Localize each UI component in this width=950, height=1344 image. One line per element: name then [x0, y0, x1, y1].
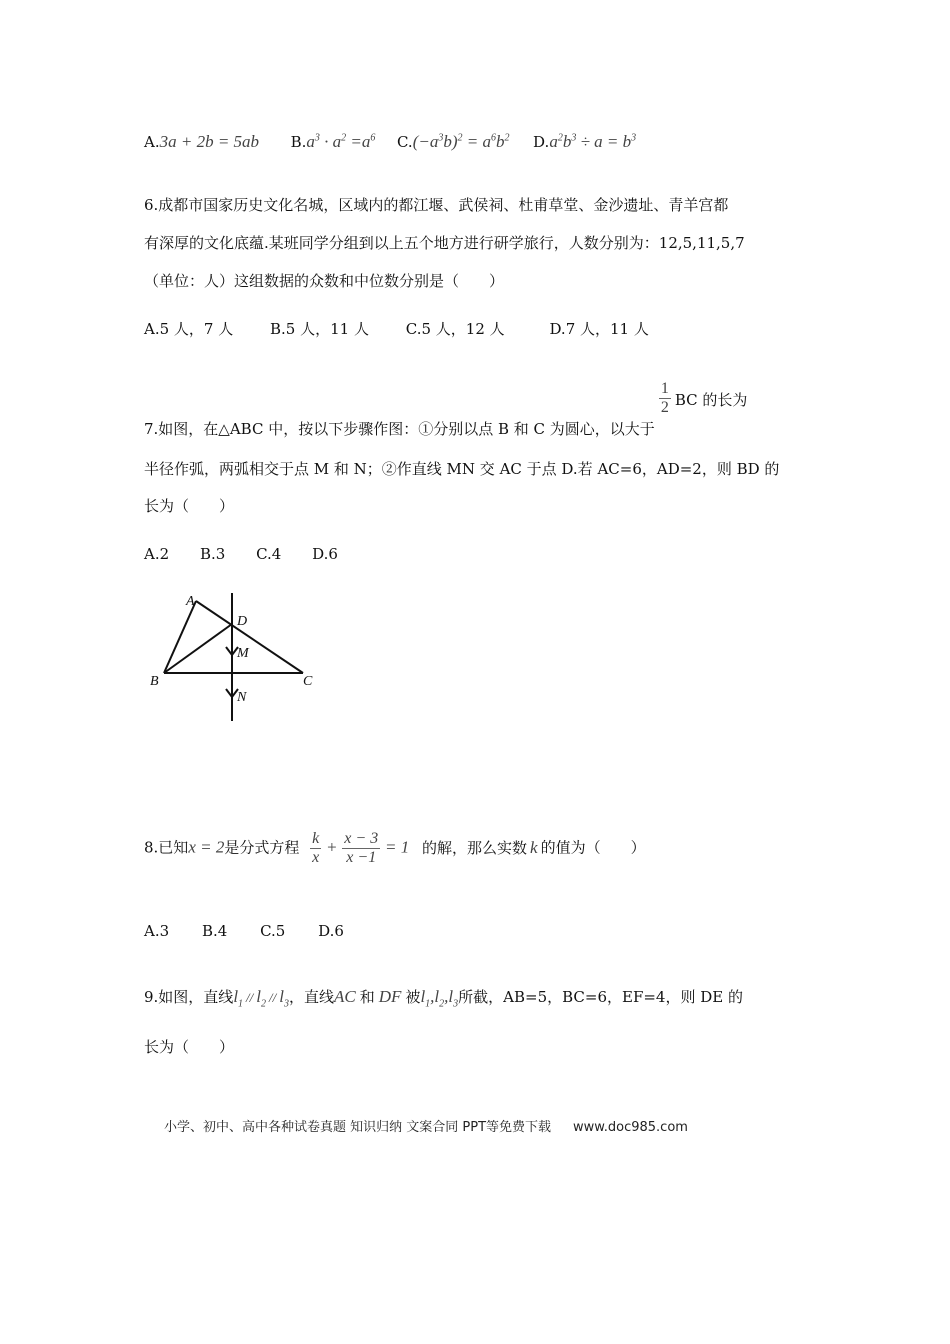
q5-options — [144, 132, 636, 152]
q8-mid-text: 是分式方程 — [224, 838, 300, 857]
q7-option-a: A.2 — [144, 545, 170, 563]
q7-line-1-text: 7.如图，在△ABC 中，按以下步骤作图：①分别以点 B 和 C 为圆心，以大于 — [144, 419, 655, 438]
q7-line-3: 长为（ ） — [144, 497, 235, 515]
q8-frac1-num: k — [312, 830, 320, 847]
q8-frac2-den: x −1 — [346, 849, 377, 866]
q6-option-c: C.5 人，12 人 — [405, 320, 505, 338]
q8-frac2-num: x − 3 — [344, 830, 379, 847]
q9-bei: 被 — [405, 988, 421, 1006]
q5-option-c-label: C. — [396, 133, 413, 151]
q8-k: k — [530, 837, 538, 857]
q7-line-1 — [144, 380, 748, 438]
q9-parallel-1: // — [246, 990, 254, 1005]
q9-prefix: 9.如图，直线 — [144, 988, 234, 1006]
q8-plus: + — [326, 837, 338, 857]
q6-line-1: 6.成都市国家历史文化名城，区域内的都江堰、武侯祠、杜甫草堂、金沙遗址、青羊宫都 — [144, 196, 729, 214]
page-footer — [164, 1116, 688, 1135]
q7-option-c: C.4 — [256, 545, 282, 563]
q9-ac: AC — [334, 987, 356, 1006]
q5-option-c-math: $(-a^3b)^2 = a^6b^2$ — [412, 132, 510, 151]
q7-fraction-denominator: 2 — [660, 399, 669, 416]
q5-option-d-label: D. — [533, 133, 550, 151]
q8-option-d: D.6 — [318, 922, 344, 940]
q9-line-1 — [144, 986, 743, 1009]
q9-df: DF — [378, 987, 402, 1006]
q8-line-1 — [144, 830, 646, 867]
label-a: A — [186, 594, 195, 609]
q7-line-2: 半径作弧，两弧相交于点 M 和 N；②作直线 MN 交 AC 于点 D.若 AC=6，AD=2，则 BD 的 — [144, 460, 780, 478]
label-c: C — [303, 674, 313, 689]
q9-cut-text: 所截，AB=5，BC=6，EF=4，则 DE 的 — [458, 988, 743, 1006]
q8-frac1-den: x — [312, 849, 320, 866]
q5-option-a-label: A. — [144, 133, 160, 151]
q7-option-b: B.3 — [199, 545, 226, 563]
q9-l1: $l_1$ — [233, 987, 244, 1010]
q9-line-2: 长为（ ） — [144, 1038, 235, 1056]
label-d: D — [237, 614, 248, 629]
segment-ac — [196, 601, 303, 673]
q6-option-a: A.5 人，7 人 — [144, 320, 234, 338]
footer-site[interactable]: www.doc985.com — [573, 1120, 688, 1135]
q8-suffix-post: 的值为（ ） — [540, 838, 646, 857]
q5-option-a-math: 3a + 2b = 5ab — [159, 132, 260, 151]
q9-l123: $l_1,l_2,l_3$ — [420, 987, 459, 1010]
label-b: B — [150, 674, 159, 689]
q8-fraction-k-over-x — [310, 830, 321, 867]
q9-l3: $l_3$ — [279, 987, 289, 1010]
q5-option-b-label: B. — [290, 133, 307, 151]
q8-equals-one: = 1 — [384, 837, 410, 857]
q6-option-b: B.5 人，11 人 — [270, 320, 369, 338]
q5-option-d-math: $a^2b^3 \div a = b^3$ — [549, 132, 637, 151]
q7-fraction-half — [659, 380, 671, 417]
q7-line-1-end: BC 的长为 — [674, 390, 748, 409]
q7-fraction-numerator: 1 — [660, 380, 669, 397]
q9-mid1: ，直线 — [288, 988, 334, 1006]
footer-text: 小学、初中、高中各种试卷真题 知识归纳 文案合同 PPT等免费下载 — [164, 1120, 552, 1135]
q6-options — [144, 318, 649, 339]
q8-prefix: 8.已知 — [144, 838, 189, 857]
q8-option-a: A.3 — [144, 922, 170, 940]
q8-fraction-main — [342, 830, 380, 867]
q9-he: 和 — [359, 988, 375, 1006]
q8-options — [144, 922, 344, 940]
q9-parallel-2: // — [269, 990, 277, 1005]
q8-x-equals-2: x = 2 — [188, 837, 225, 857]
q7-option-d: D.6 — [312, 545, 338, 563]
label-m: M — [237, 646, 249, 661]
q7-triangle-figure — [140, 585, 330, 725]
q8-option-c: C.5 — [260, 922, 286, 940]
q6-line-2: 有深厚的文化底蕴.某班同学分组到以上五个地方进行研学旅行，人数分别为：12,5,11,5,7 — [144, 234, 745, 252]
q8-option-b: B.4 — [201, 922, 228, 940]
q8-suffix-pre: 的解，那么实数 — [422, 838, 528, 857]
q6-line-3: （单位：人）这组数据的众数和中位数分别是（ ） — [144, 272, 505, 290]
q6-option-d: D.7 人，11 人 — [549, 320, 649, 338]
label-n: N — [237, 690, 247, 705]
q5-option-b-math: $a^3 \cdot a^2 =a^6$ — [306, 132, 376, 151]
q7-options — [144, 545, 338, 563]
q9-l2: $l_2$ — [256, 987, 267, 1010]
